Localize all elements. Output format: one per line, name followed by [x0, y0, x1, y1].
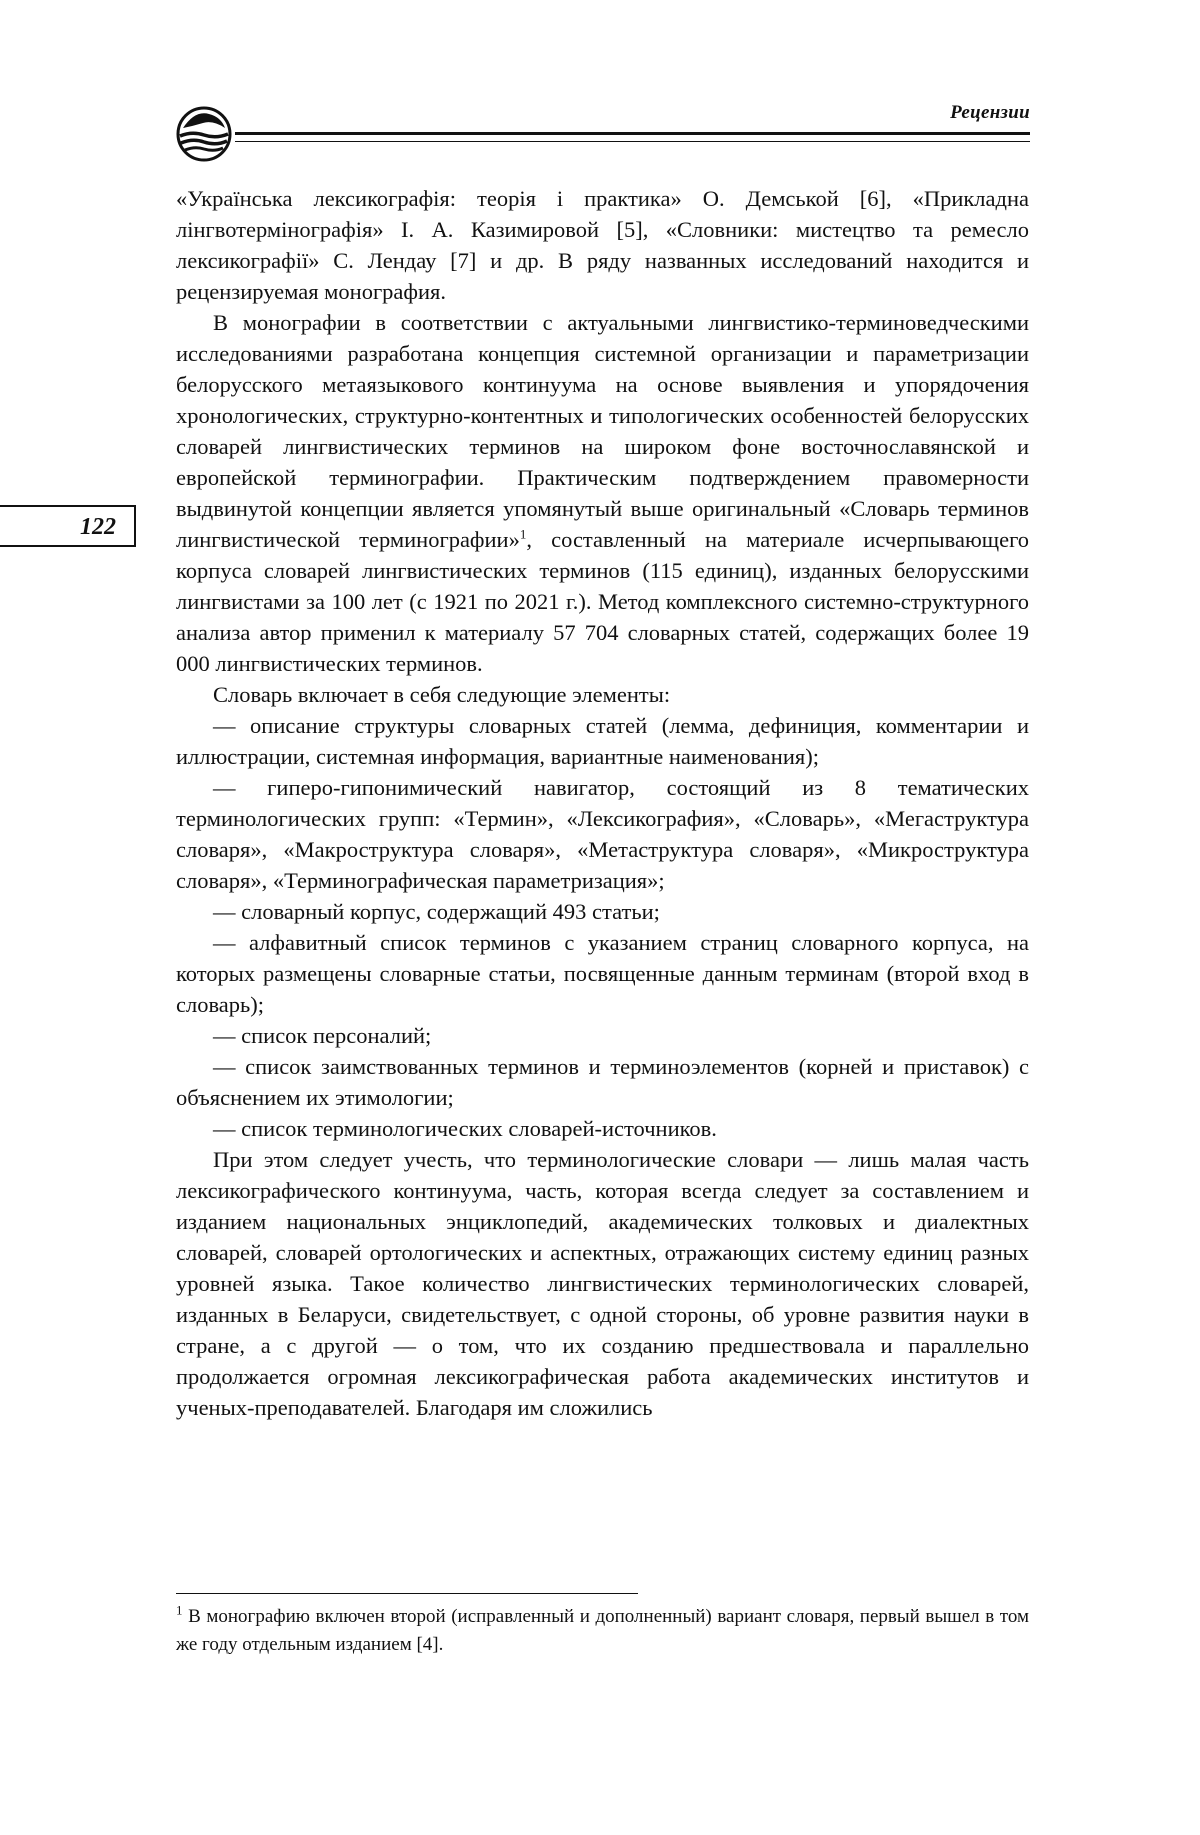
paragraph-2-start: В монографии в соответствии с актуальными лингвистико-терминоведческими исследованиями разработана концепция системной организации и параметризации белорусского метаязыкового континуума на основе выявления и упорядочения хронологических, структурно-контентных и типологических особенностей белорусских словарей лингвистических терминов на широком фоне восточнославянской и европейской терминографии. Практическим подтверждением правомерности выдвинутой концепции является упомянутый выше оригинальный «Словарь терминов лингвистической терминографии» [176, 310, 1029, 552]
paragraph-2 [176, 307, 1029, 679]
paragraph-4: При этом следует учесть, что терминологические словари — лишь малая часть лексикографического континуума, часть, которая всегда следует за составлением и изданием национальных энциклопедий, академических толковых и диалектных словарей, словарей ортологических и аспектных, отражающих систему единиц разных уровней языка. Такое количество лингвистических терминологических словарей, изданных в Беларуси, свидетельствует, с одной стороны, об уровне развития науки в стране, а с другой — о том, что их созданию предшествовала и параллельно продолжается огромная лексикографическая работа академических институтов и ученых-преподавателей. Благодаря им сложились [176, 1147, 1029, 1420]
main-text [176, 183, 1029, 1423]
list-item: — список терминологических словарей-источников. [213, 1116, 717, 1141]
running-header [175, 92, 1030, 164]
footnote-text: В монографию включен второй (исправленный и дополненный) вариант словаря, первый вышел в том же году отдельным изданием [4]. [176, 1606, 1029, 1655]
list-item: — гиперо-гипонимический навигатор, состоящий из 8 тематических терминологических групп: «Термин», «Лексикография», «Словарь», «Мегаструктура словаря», «Макроструктура словаря», «Метаструктура словаря», «Микроструктура словаря», «Терминографическая параметризация»; [176, 775, 1029, 893]
list-item: — словарный корпус, содержащий 493 статьи; [213, 899, 660, 924]
list-item: — список заимствованных терминов и терминоэлементов (корней и приставок) с объяснением их этимологии; [176, 1054, 1029, 1110]
footnote [176, 1603, 1029, 1659]
journal-logo-icon [175, 104, 233, 164]
page-number: 122 [80, 514, 116, 540]
paragraph-3: Словарь включает в себя следующие элементы: [213, 682, 671, 707]
list-item: — список персоналий; [213, 1023, 432, 1048]
footnote-marker: 1 [176, 1602, 183, 1618]
paragraph-2-end: , составленный на материале исчерпывающего корпуса словарей лингвистических терминов (115 единиц), изданных белорусскими лингвистами за 100 лет (с 1921 по 2021 г.). Метод комплексного системно-структурного анализа автор применил к материалу 57 704 словарных статей, содержащих более 19 000 лингвистических терминов. [176, 527, 1029, 676]
footnote-rule [176, 1593, 638, 1594]
list-item: — описание структуры словарных статей (лемма, дефиниция, комментарии и иллюстрации, системная информация, вариантные наименования); [176, 713, 1029, 769]
header-rule [235, 132, 1030, 142]
page-number-box [0, 505, 136, 547]
section-title: Рецензии [950, 102, 1030, 123]
paragraph-1: «Українська лексикографія: теорія і практика» О. Демськой [6], «Прикладна лінгвотермінографія» І. А. Казимировой [5], «Словники: мистецтво та ремесло лексикографії» С. Лендау [7] и др. В ряду названных исследований находится и рецензируемая монография. [176, 186, 1029, 304]
list-item: — алфавитный список терминов с указанием страниц словарного корпуса, на которых размещены словарные статьи, посвященные данным терминам (второй вход в словарь); [176, 930, 1029, 1017]
footnote-ref: 1 [519, 526, 527, 542]
